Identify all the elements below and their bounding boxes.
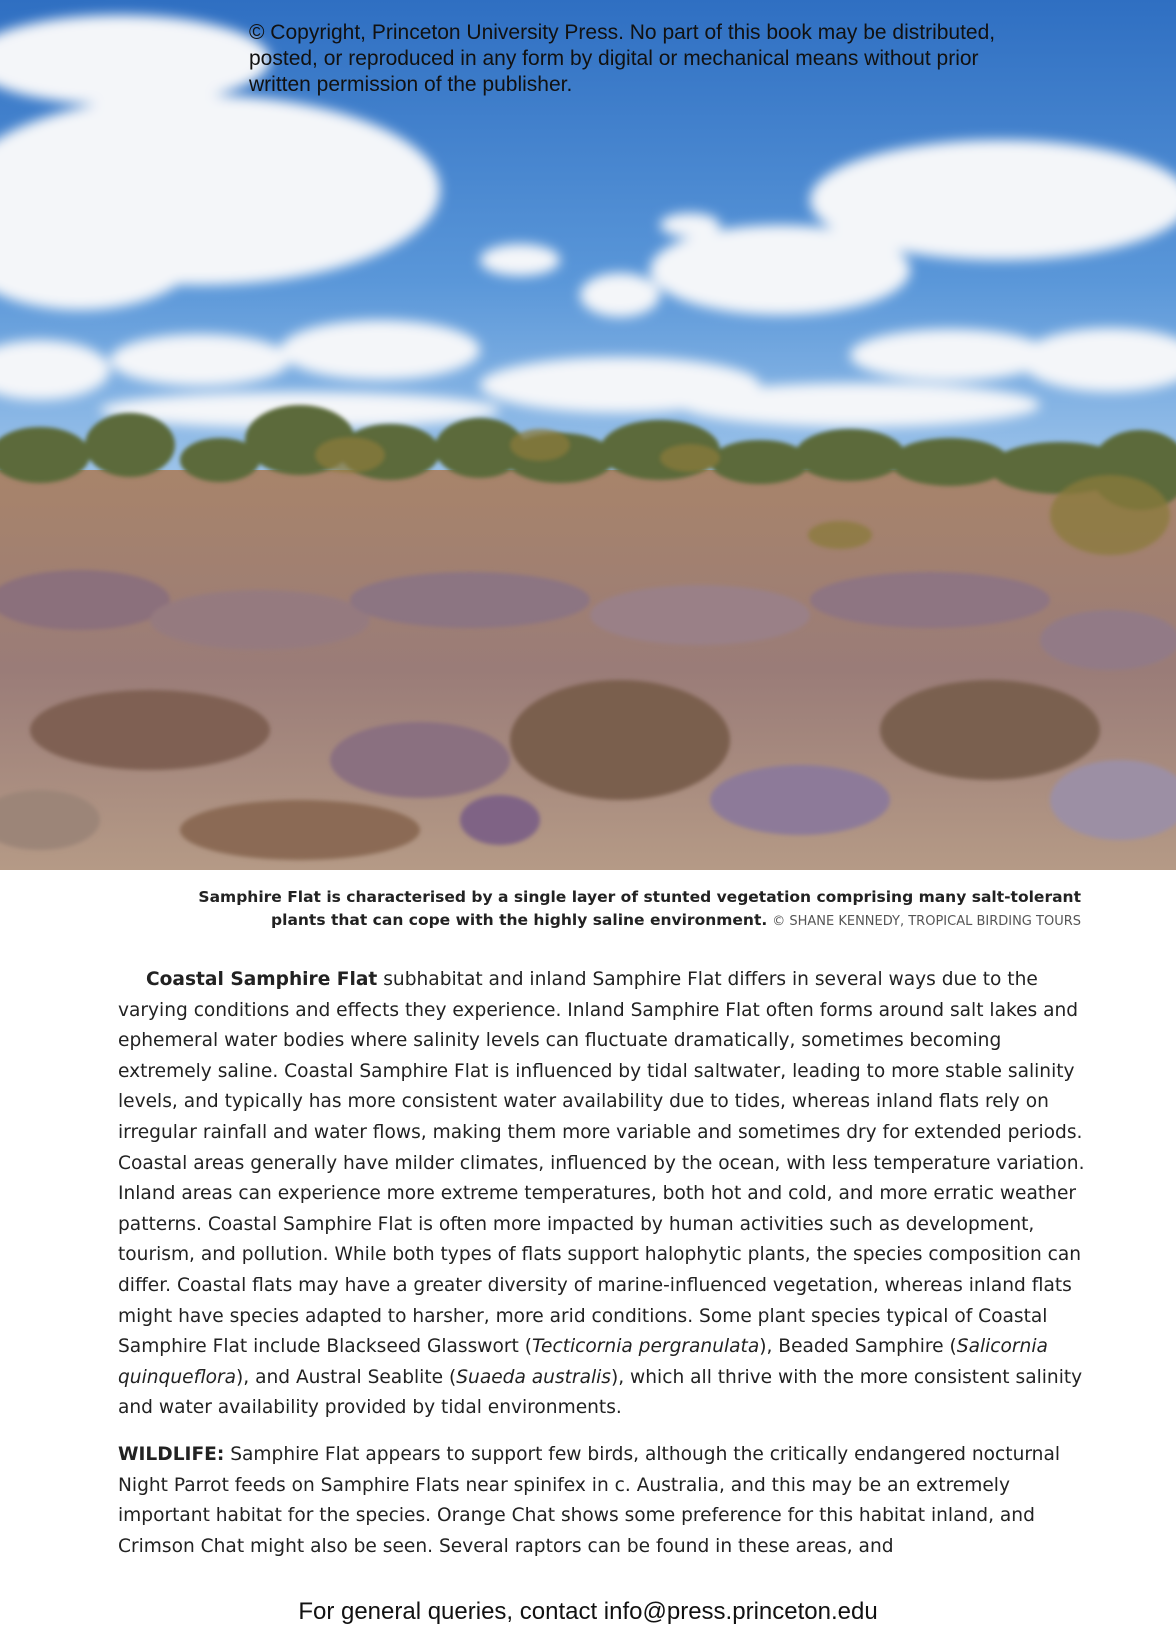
footer-contact: For general queries, contact info@press.princeton.edu (298, 1598, 878, 1625)
copyright-notice: © Copyright, Princeton University Press. No part of this book may be distributed, posted, or reproduced in any form by digital or mechanical means without prior written permission of the publisher. (249, 21, 996, 96)
photo-credit: © SHANE KENNEDY, TROPICAL BIRDING TOURS (772, 914, 1081, 929)
species-name: Salicornia quinqueflora (118, 1336, 1048, 1388)
species-name: Suaeda australis (456, 1366, 611, 1388)
photo-caption (181, 886, 1081, 933)
caption-text: Samphire Flat is characterised by a single layer of stunted vegetation comprising many salt-tolerant plants that can cope with the highly saline environment. (198, 888, 1081, 929)
paragraph-coastal-samphire: Coastal Samphire Flat subhabitat and inland Samphire Flat differs in several ways due to the varying conditions and effects they experience. Inland Samphire Flat often forms around salt lakes and ephemeral water bodies where salinity levels can fluctuate dramatically, sometimes becoming extremely saline. Coastal Samphire Flat is influenced by tidal saltwater, leading to more stable salinity levels, and typically has more consistent water availability due to tides, whereas inland flats rely on irregular rainfall and water flows, making them more variable and sometimes dry for extended periods. Coastal areas generally have milder climates, influenced by the ocean, with less temperature variation. Inland areas can experience more extreme temperatures, both hot and cold, and more erratic weather patterns. Coastal Samphire Flat is often more impacted by human activities such as development, tourism, and pollution. While both types of flats support halophytic plants, the species composition can differ. Coastal flats may have a greater diversity of marine-influenced vegetation, whereas inland flats might have species adapted to harsher, more arid conditions. Some plant species typical of Coastal Samphire Flat include Blackseed Glasswort (Tecticornia pergranulata), Beaded Samphire (Salicornia quinqueflora), and Austral Seablite (Suaeda australis), which all thrive with the more consistent salinity and water availability provided by tidal environments. (118, 969, 1085, 1419)
wildlife-heading: WILDLIFE: (118, 1443, 225, 1465)
species-name: Tecticornia pergranulata (532, 1336, 760, 1358)
paragraph-lead: Coastal Samphire Flat (146, 969, 378, 990)
main-text (118, 965, 1086, 1562)
paragraph-wildlife: WILDLIFE: Samphire Flat appears to support few birds, although the critically endangered nocturnal Night Parrot feeds on Samphire Flats near spinifex in c. Australia, and this may be an extremely important habitat for the species. Orange Chat shows some preference for this habitat inland, and Crimson Chat might also be seen. Several raptors can be found in these areas, and (118, 1443, 1061, 1557)
